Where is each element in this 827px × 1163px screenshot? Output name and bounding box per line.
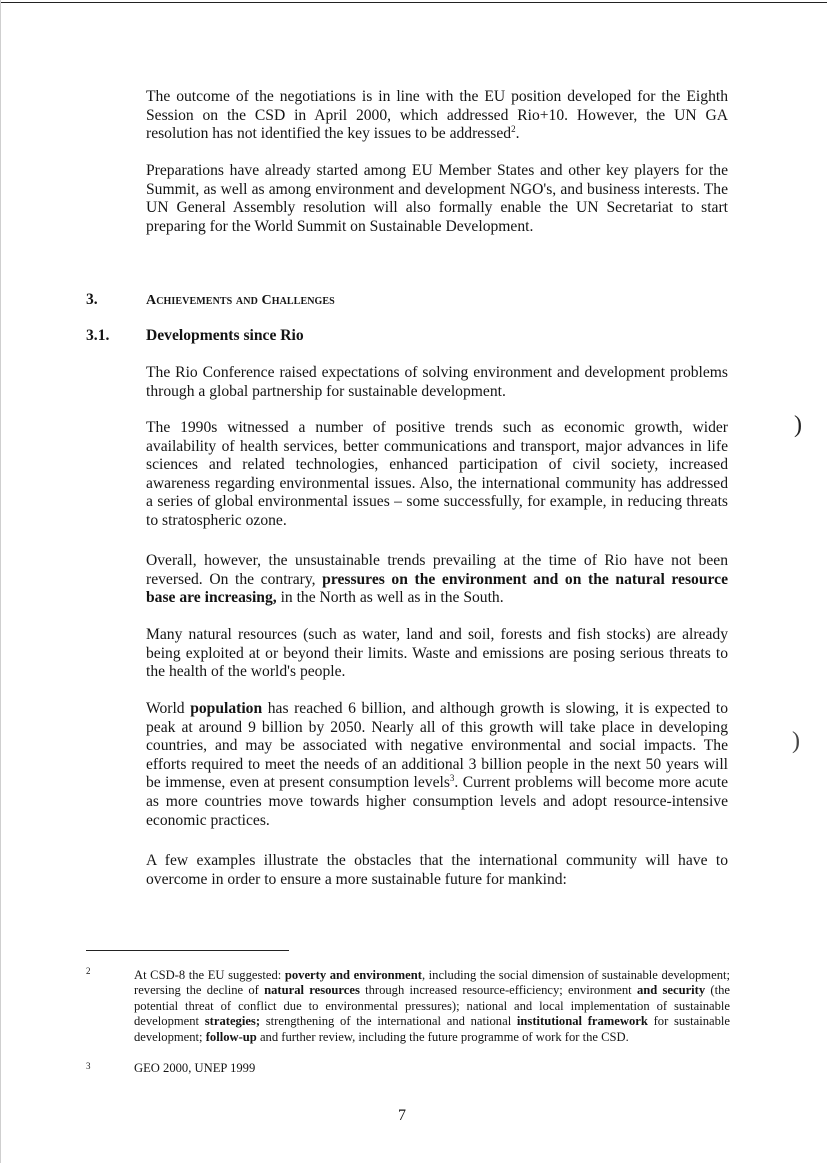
page-number: 7 xyxy=(398,1107,406,1124)
top-border-line xyxy=(0,2,827,3)
paragraph-end: . xyxy=(515,125,520,143)
scan-artifact-mark: ) xyxy=(792,728,800,754)
paragraph-negotiations-outcome xyxy=(146,88,728,144)
footnote-bold: poverty and environment xyxy=(284,968,422,982)
footnote-text: , including the social dimension of sustainable development; reversing the decline of xyxy=(134,968,730,998)
footnote-bold: and security xyxy=(636,983,706,998)
footnote-bold: follow-up xyxy=(205,1029,257,1044)
paragraph-unsustainable-trends xyxy=(146,552,728,608)
emphasis-pressures: pressures on the environment and on the natural resource base are increasing, xyxy=(146,570,728,607)
paragraph-preparations: Preparations have already started among EU Member States and other key players for the Summit, as well as among environment and development NGO's, and business interests. The UN General Assembly resolution will also formally enable the UN Secretariat to start preparing for the World Summit on Sustainable Development. xyxy=(146,162,728,235)
paragraph-text: World xyxy=(146,700,191,717)
footnote-ref-2[interactable]: 2 xyxy=(511,124,516,134)
paragraph-text: Overall, however, the unsustainable trends prevailing at the time of Rio have not been reversed. On the contrary, xyxy=(146,552,728,588)
footnote-bold: natural resources xyxy=(264,983,360,998)
footnote-number-2: 2 xyxy=(86,966,91,976)
footnote-text: strengthening of the international and national xyxy=(260,1014,517,1029)
paragraph-population xyxy=(146,700,728,830)
section-number-3-1: 3.1. xyxy=(86,327,110,344)
section-number-3: 3. xyxy=(86,291,98,308)
footnote-3: GEO 2000, UNEP 1999 xyxy=(134,1061,256,1075)
paragraph-natural-resources: Many natural resources (such as water, land and soil, forests and fish stocks) are already being exploited at or beyond their limits. Waste and emissions are posing serious threats to the health of the world's people. xyxy=(146,626,728,681)
emphasis-population: population xyxy=(190,700,263,717)
paragraph-text: . Current problems will become more acute as more countries move towards higher consumption levels and adopt resource-intensive economic practices. xyxy=(146,774,729,829)
section-title-achievements: Achievements and Challenges xyxy=(146,293,335,308)
paragraph-text: in the North as well as in the South. xyxy=(276,589,504,607)
paragraph-1990s-trends: The 1990s witnessed a number of positive trends such as economic growth, wider availability of health services, better communications and transport, major advances in life sciences and related technologies, enhanced participation of civil society, increased awareness regarding environmental issues. Also, the international community has addressed a series of global environmental issues – some successfully, for example, in reducing threats to stratospheric ozone. xyxy=(146,419,728,529)
footnote-text: At CSD-8 the EU suggested: xyxy=(134,968,285,982)
footnote-bold: institutional framework xyxy=(516,1014,648,1029)
footnote-text: through increased resource-efficiency; environment xyxy=(359,983,637,998)
footnote-text: and further review, including the future programme of work for the CSD. xyxy=(256,1029,629,1044)
footnote-2 xyxy=(134,968,730,1045)
scan-artifact-mark: ) xyxy=(794,412,802,438)
footnote-bold: strategies; xyxy=(204,1014,261,1029)
footnote-separator xyxy=(86,950,289,951)
section-title-developments: Developments since Rio xyxy=(146,327,304,344)
footnote-number-3: 3 xyxy=(86,1061,91,1071)
footnote-text: for sustainable development; xyxy=(134,1014,730,1044)
left-scan-edge xyxy=(0,0,1,1163)
paragraph-text: has reached 6 billion, and although growth is slowing, it is expected to peak at around 9 billion by 2050. Nearly all of this growth will take place in developing countries, and may be associated with negative environmental and social impacts. The efforts required to meet the needs of an additional 3 billion people in the next 50 years will be immense, even at present consumption levels xyxy=(146,700,728,792)
paragraph-rio-conference: The Rio Conference raised expectations of solving environment and development problems through a global partnership for sustainable development. xyxy=(146,364,728,400)
footnote-ref-3[interactable]: 3 xyxy=(449,773,455,784)
footnote-text: (the potential threat of conflict due to environmental pressures); national and local implementation of sustainable development xyxy=(134,983,730,1029)
paragraph-text: The outcome of the negotiations is in line with the EU position developed for the Eighth Session on the CSD in April 2000, which addressed Rio+10. However, the UN GA resolution has not identified the key issues to be addressed xyxy=(146,88,728,143)
paragraph-examples: A few examples illustrate the obstacles that the international community will have to overcome in order to ensure a more sustainable future for mankind: xyxy=(146,852,728,888)
